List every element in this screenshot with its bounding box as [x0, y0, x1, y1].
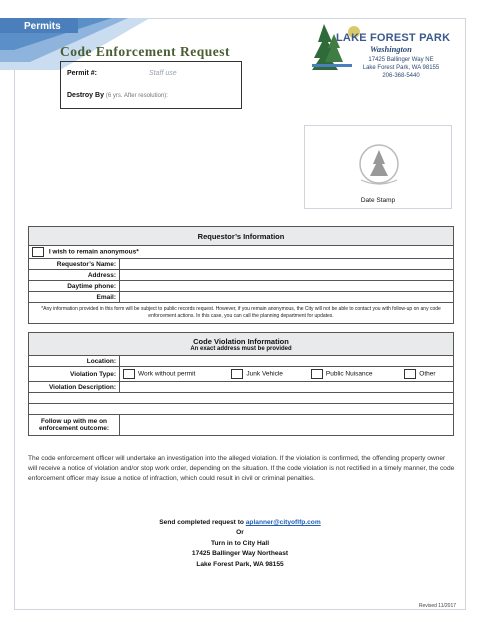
- city-address-line2: Lake Forest Park, WA 98155: [362, 65, 440, 71]
- destroy-by-note: (6 yrs. After resolution):: [105, 93, 168, 99]
- violation-type-label: Violation Type:: [29, 367, 120, 382]
- type-option-junk-label: Junk Vehicle: [246, 370, 283, 378]
- daytime-phone-label: Daytime phone:: [29, 281, 120, 292]
- date-stamp-label: Date Stamp: [360, 197, 396, 204]
- type-checkbox-nuisance[interactable]: [311, 369, 323, 379]
- date-stamp-box: [304, 125, 452, 209]
- send-city: Lake Forest Park, WA 98155: [196, 561, 284, 568]
- type-option-other-label: Other: [419, 370, 436, 378]
- logo-name: LAKE FOREST PARK: [336, 32, 451, 44]
- permit-number-field[interactable]: Staff use: [149, 70, 177, 77]
- logo-state: Washington: [370, 44, 412, 54]
- city-phone: 206-368-5440: [382, 73, 420, 79]
- permit-number-label: Permit #:: [67, 70, 97, 77]
- requestor-name-label: Requestor’s Name:: [29, 259, 120, 270]
- type-checkbox-junk[interactable]: [231, 369, 243, 379]
- email-label: Email:: [29, 292, 120, 303]
- location-label: Location:: [29, 356, 120, 367]
- type-option-other[interactable]: [401, 367, 453, 382]
- revised-date: Revised 11/2017: [418, 603, 456, 609]
- permits-label: Permits: [24, 21, 61, 32]
- permit-box: [60, 61, 242, 109]
- violation-section-header: [29, 333, 454, 356]
- type-checkbox-permit[interactable]: [123, 369, 135, 379]
- violation-table: [28, 332, 454, 436]
- address-field[interactable]: [120, 270, 454, 281]
- send-line: [0, 519, 480, 526]
- planner-email-link[interactable]: aplanner@cityoflfp.com: [245, 519, 321, 526]
- city-address-line1: 17425 Ballinger Way NE: [368, 57, 434, 63]
- anonymous-label: I wish to remain anonymous*: [48, 248, 139, 256]
- description-label: Violation Description:: [29, 382, 120, 393]
- violation-section-subtitle: An exact address must be provided: [190, 345, 292, 352]
- anonymous-checkbox[interactable]: [32, 247, 44, 257]
- followup-label-line1: Follow up with me on: [40, 418, 108, 425]
- investigation-paragraph: The code enforcement officer will undertake an investigation into the alleged violation. If the violation is confirmed, the offending property owner will receive a notice of violation and/or stop work order, depending on the situation. If the code violation is not rectified in a timely manner, the code enforcement officer may issue a notice of infraction, which could result in civil or criminal penalties.: [28, 455, 455, 482]
- destroy-by-label: Destroy By: [67, 92, 104, 99]
- followup-label-line2: enforcement outcome:: [38, 425, 110, 432]
- type-option-junk[interactable]: [228, 367, 307, 382]
- type-option-permit[interactable]: [120, 367, 229, 382]
- send-or: Or: [236, 529, 244, 536]
- violation-section-title: Code Violation Information: [193, 336, 289, 346]
- requestor-table: [28, 226, 454, 324]
- description-field-line-2[interactable]: [29, 393, 454, 404]
- type-checkbox-other[interactable]: [404, 369, 416, 379]
- type-option-nuisance[interactable]: [308, 367, 401, 382]
- city-seal-icon: [355, 138, 403, 190]
- followup-field[interactable]: [120, 415, 454, 436]
- city-logo: [312, 20, 464, 92]
- location-field[interactable]: [120, 356, 454, 367]
- daytime-phone-field[interactable]: [120, 281, 454, 292]
- description-field-line-3[interactable]: [29, 404, 454, 415]
- requestor-name-field[interactable]: [120, 259, 454, 270]
- description-field[interactable]: [120, 382, 454, 393]
- send-city-hall: Turn in to City Hall: [210, 540, 270, 547]
- anonymous-row: [29, 246, 454, 259]
- destroy-by-row[interactable]: [67, 92, 168, 99]
- address-label: Address:: [29, 270, 120, 281]
- requestor-section-title: Requestor’s Information: [29, 227, 454, 246]
- send-street: 17425 Ballinger Way Northeast: [191, 550, 289, 557]
- public-records-note: *Any information provided in this form will be subject to public records request. However, if you remain anonymous, the City will not be able to contact you with follow-up on any code enforcement actions. In this case, you can call the planning department for updates.: [29, 303, 454, 324]
- type-option-nuisance-label: Public Nuisance: [325, 370, 373, 378]
- page-title: Code Enforcement Request: [60, 44, 230, 59]
- send-prefix: Send completed request to: [159, 519, 246, 526]
- email-field[interactable]: [120, 292, 454, 303]
- followup-label: [29, 415, 120, 436]
- type-option-permit-label: Work without permit: [138, 370, 196, 378]
